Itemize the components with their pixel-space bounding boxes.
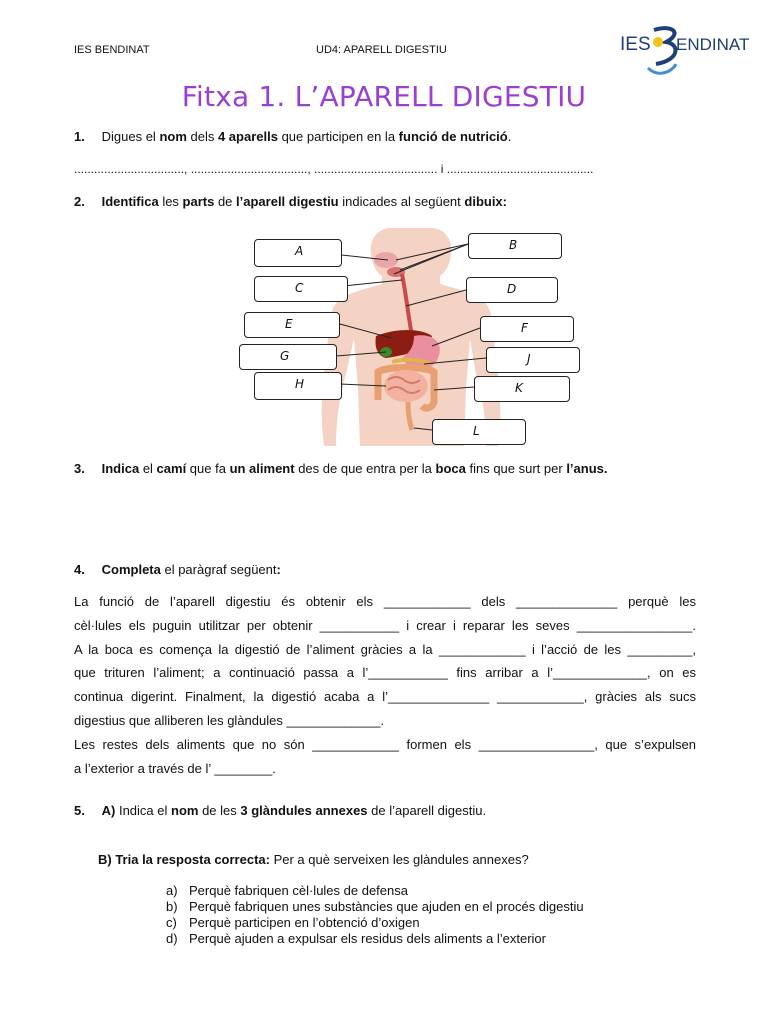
question-3 xyxy=(74,461,608,476)
q5a-text: Indica el xyxy=(115,803,171,818)
question-4-number: 4. xyxy=(74,562,85,577)
question-5-number: 5. xyxy=(74,803,85,818)
q1-bold-aparells: 4 aparells xyxy=(217,129,278,144)
option-b[interactable] xyxy=(166,899,584,915)
q3-bold: un aliment xyxy=(229,461,295,476)
q4-bold: Completa xyxy=(101,562,161,577)
page-title: Fitxa 1. L’APARELL DIGESTIU xyxy=(181,80,587,113)
paragraph-line[interactable]: Les restes dels aliments que no són ____________ formen els ________________, que s’expulsen xyxy=(74,736,696,752)
q5a-text: de l’aparell digestiu. xyxy=(367,803,487,818)
question-2-number: 2. xyxy=(74,194,85,209)
option-text: Perquè fabriquen unes substàncies que ajuden en el procés digestiu xyxy=(189,899,584,914)
q3-bold: l’anus. xyxy=(566,461,608,476)
q1-bold-nom: nom xyxy=(159,129,187,144)
option-text: Perquè participen en l’obtenció d’oxigen xyxy=(189,915,420,930)
label-j-text: J xyxy=(527,352,531,366)
q3-bold: boca xyxy=(435,461,466,476)
option-letter: d) xyxy=(166,931,178,946)
question-3-number: 3. xyxy=(74,461,85,476)
question-1-number: 1. xyxy=(74,129,85,144)
svg-text:IES: IES xyxy=(620,34,651,55)
q4-bold: : xyxy=(276,562,281,577)
q2-bold: l’aparell digestiu xyxy=(236,194,339,209)
q1-bold-funcio: funció de nutrició xyxy=(398,129,508,144)
label-a-text: A xyxy=(295,244,304,258)
label-box-b[interactable] xyxy=(468,233,562,259)
question-5a xyxy=(74,803,486,818)
label-e-text: E xyxy=(285,317,293,331)
header-school: IES BENDINAT xyxy=(74,44,150,56)
option-letter: b) xyxy=(166,899,178,914)
label-box-h[interactable] xyxy=(254,372,342,400)
label-k-text: K xyxy=(515,381,523,395)
q5a-bold: A) xyxy=(101,803,116,818)
q5a-bold: nom xyxy=(171,803,199,818)
question-5b xyxy=(98,852,529,867)
small-intestine xyxy=(384,370,428,402)
paragraph-line[interactable]: continua digerint. Finalment, la digestió acaba a l’______________ ____________, gràcies als sucs xyxy=(74,689,696,705)
label-g-text: G xyxy=(280,349,290,363)
paragraph-line[interactable]: A la boca es comença la digestió de l’aliment gràcies a la ____________ i l’acció de les _________, xyxy=(74,641,696,657)
q5a-bold: 3 glàndules annexes xyxy=(240,803,368,818)
paragraph-line[interactable]: que trituren l’aliment; a continuació passa a l’___________ fins arribar a l’_____________, on es xyxy=(74,665,696,681)
fill-in-paragraph xyxy=(74,590,696,780)
label-box-a[interactable] xyxy=(254,239,342,267)
q3-text: fins que surt per xyxy=(465,461,567,476)
label-f-text: F xyxy=(521,321,528,335)
option-a[interactable] xyxy=(166,883,584,899)
label-c-text: C xyxy=(295,281,304,295)
school-logo xyxy=(618,20,768,80)
q5b-bold: B) Tria la resposta correcta: xyxy=(98,852,270,867)
header-unit: UD4: APARELL DIGESTIU xyxy=(316,44,447,56)
label-d-text: D xyxy=(507,282,517,296)
label-box-l[interactable] xyxy=(432,419,526,445)
option-d[interactable] xyxy=(166,931,584,947)
q2-bold: dibuix: xyxy=(464,194,507,209)
q2-text: indicades al següent xyxy=(338,194,465,209)
q5a-text: de les xyxy=(198,803,241,818)
label-box-j[interactable] xyxy=(486,347,580,373)
q1-text: Digues el xyxy=(101,129,160,144)
q5b-text: Per a què serveixen les glàndules annexes? xyxy=(269,852,529,867)
logo-graphic xyxy=(618,20,768,80)
label-box-g[interactable] xyxy=(239,344,337,370)
question-4 xyxy=(74,562,281,577)
q1-text: que participen en la xyxy=(277,129,399,144)
q3-bold: camí xyxy=(156,461,187,476)
option-text: Perquè fabriquen cèl·lules de defensa xyxy=(189,883,408,898)
q3-bold: Indica xyxy=(101,461,140,476)
option-letter: c) xyxy=(166,915,177,930)
q4-text: el paràgraf següent xyxy=(160,562,277,577)
paragraph-line[interactable]: a l’exterior a través de l’ ________. xyxy=(74,760,276,776)
q2-text: de xyxy=(214,194,237,209)
label-h-text: H xyxy=(295,377,305,391)
paragraph-line[interactable]: digestius que alliberen les glàndules _____________. xyxy=(74,712,385,728)
paragraph-line[interactable]: La funció de l’aparell digestiu és obtenir els ____________ dels ______________ perquè les xyxy=(74,594,696,609)
option-c[interactable] xyxy=(166,915,584,931)
label-box-f[interactable] xyxy=(480,316,574,342)
q1-answer-dots[interactable]: ................................., ..................................., ..................................... i ............................................ xyxy=(74,162,594,176)
label-l-text: L xyxy=(473,424,480,438)
question-2 xyxy=(74,194,507,209)
q2-bold: Identifica xyxy=(101,194,159,209)
label-box-d[interactable] xyxy=(466,277,558,303)
option-letter: a) xyxy=(166,883,178,898)
paragraph-line[interactable]: cèl·lules els puguin utilitzar per obtenir ___________ i crear i reparar les seves ________________. xyxy=(74,617,696,633)
label-b-text: B xyxy=(509,238,518,252)
q2-bold: parts xyxy=(182,194,215,209)
q1-text: dels xyxy=(186,129,218,144)
answer-options xyxy=(166,883,584,947)
label-box-k[interactable] xyxy=(474,376,570,402)
q2-text: les xyxy=(158,194,183,209)
q3-text: que fa xyxy=(186,461,230,476)
svg-text:ENDINAT: ENDINAT xyxy=(676,35,750,54)
option-text: Perquè ajuden a expulsar els residus dels aliments a l’exterior xyxy=(189,931,546,946)
q1-text: . xyxy=(507,129,512,144)
label-box-c[interactable] xyxy=(254,276,348,302)
label-box-e[interactable] xyxy=(244,312,340,338)
q3-text: el xyxy=(139,461,157,476)
question-1 xyxy=(74,129,511,144)
q3-text: des de que entra per la xyxy=(294,461,436,476)
